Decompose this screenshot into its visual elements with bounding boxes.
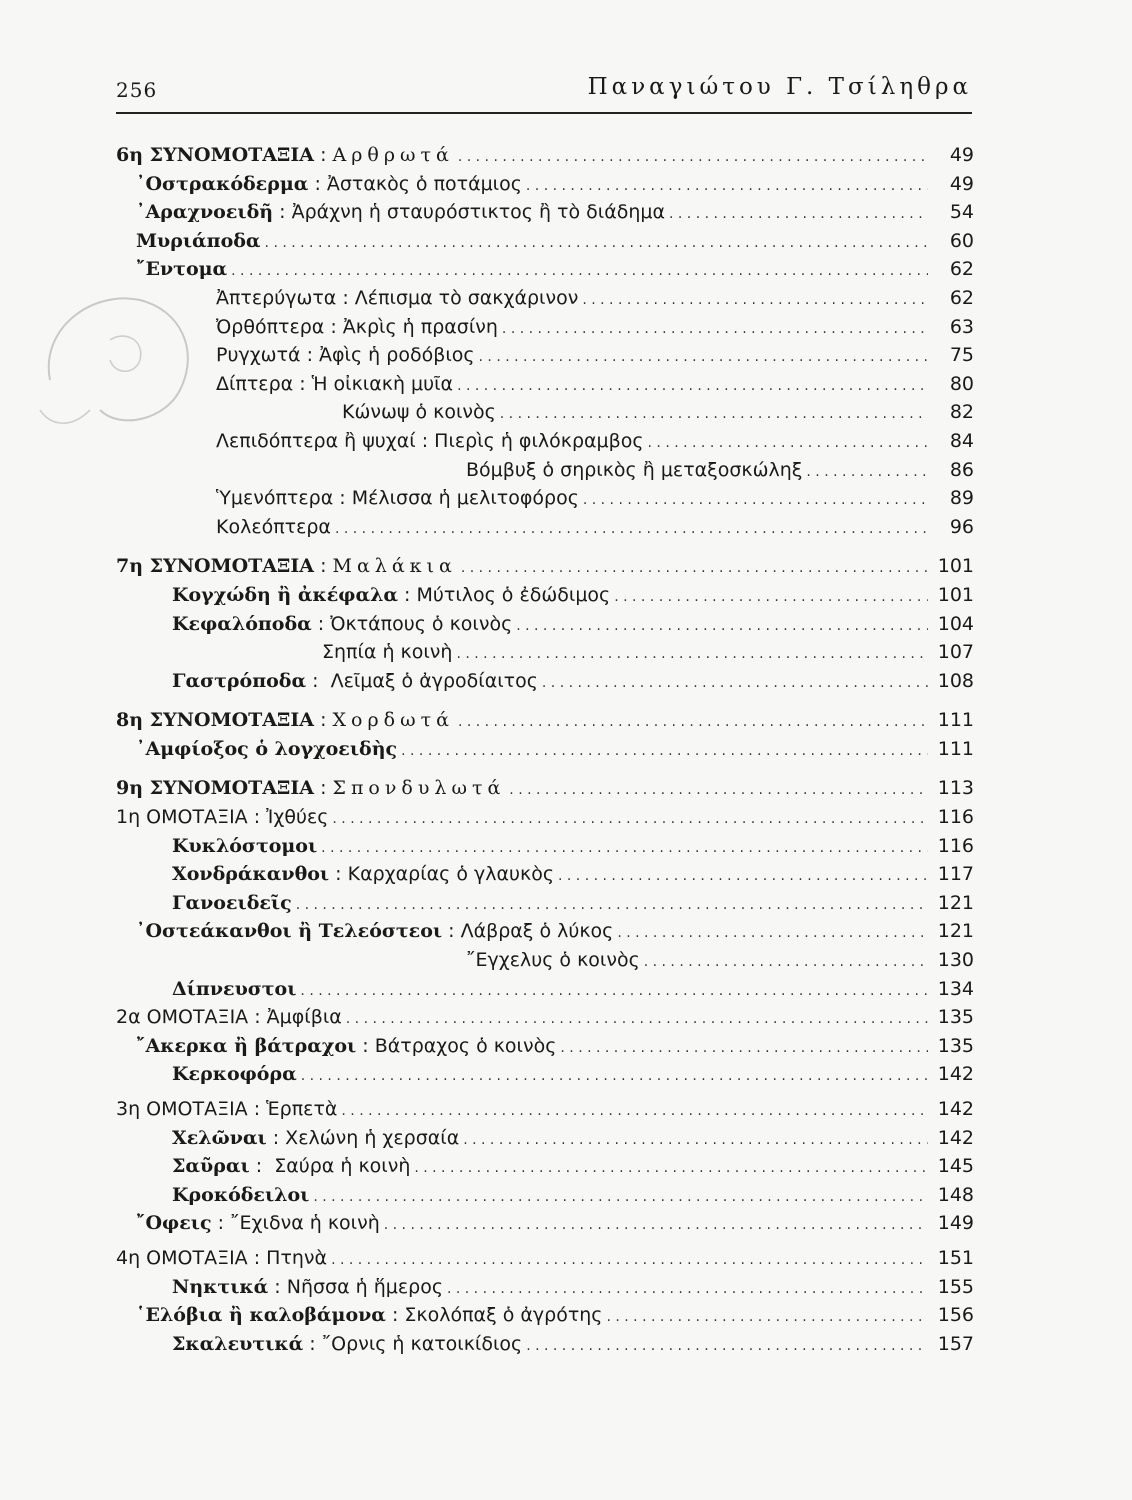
- toc-entry-label: [172, 1063, 297, 1085]
- toc-entry-page: 84: [949, 429, 974, 452]
- page-header: [116, 74, 972, 110]
- toc-entry-label: [116, 555, 457, 577]
- toc-entry-heading: Νηκτικά: [172, 1275, 269, 1298]
- toc-entry-label: [116, 806, 328, 828]
- toc-entry-label: [322, 641, 452, 663]
- toc-entry-label: [116, 1098, 337, 1120]
- dot-leader: [447, 1281, 928, 1297]
- toc-entry-page: 101: [937, 555, 974, 578]
- toc-entry-label: [216, 516, 331, 538]
- toc-entry-page: 116: [937, 806, 974, 829]
- toc-entry-page: 111: [937, 737, 974, 760]
- toc-entry-text: : Μύτιλος ὁ ἐδώδιμος: [398, 583, 611, 606]
- toc-entry: [116, 584, 974, 613]
- toc-entry: [116, 1212, 974, 1241]
- dot-leader: [583, 492, 928, 508]
- toc-entry-text: ῎Εγχελυς ὁ κοινὸς: [466, 949, 640, 972]
- toc-entry-heading: ῎Οφεις: [136, 1212, 212, 1235]
- toc-entry-text: 2α ΟΜΟΤΑΞΙΑ : Ἀμφίβια: [116, 1006, 342, 1029]
- toc-entry-label: [172, 613, 512, 635]
- toc-entry-page: 142: [937, 1126, 974, 1149]
- toc-entry-heading: Χελῶναι: [172, 1126, 267, 1149]
- toc-entry-text: Κώνωψ ὁ κοινὸς: [342, 401, 496, 424]
- dot-leader: [614, 589, 928, 605]
- toc-entry-text: Δίπτερα : Ἡ οἰκιακὴ μυῖα: [216, 372, 454, 395]
- dot-leader: [502, 321, 928, 337]
- toc-entry: [116, 709, 974, 738]
- toc-entry: [116, 641, 974, 670]
- toc-entry-text: :: [314, 144, 333, 166]
- toc-entry-page: 96: [949, 515, 974, 538]
- toc-entry-page: 49: [949, 144, 974, 166]
- toc-entry: [116, 1247, 974, 1276]
- toc-entry-heading: Κεφαλόποδα: [172, 612, 312, 635]
- toc-entry: [116, 1184, 974, 1213]
- toc-entry: [116, 144, 974, 173]
- toc-entry-text: :: [314, 555, 333, 578]
- toc-entry-text: Ὑμενόπτερα : Μέλισσα ἡ μελιτοφόρος: [216, 487, 579, 510]
- toc-entry-text: Βόμβυξ ὁ σηρικὸς ἢ μεταξοσκώληξ: [466, 458, 803, 481]
- dot-leader: [582, 292, 928, 308]
- toc-entry-label: [172, 1155, 410, 1177]
- toc-entry-heading: Κυκλόστομοι: [172, 834, 318, 857]
- toc-entry-page: 60: [949, 229, 974, 252]
- toc-entry-heading: ᾿Οστρακόδερμα: [136, 172, 309, 195]
- toc-entry-heading: Γανοειδεῖς: [172, 891, 292, 914]
- dot-leader: [265, 235, 928, 251]
- toc-entry-heading: ᾿Αραχνοειδῆ: [136, 201, 274, 224]
- toc-entry-page: 142: [937, 1098, 974, 1120]
- toc-entry-text: Ρυγχωτά : Ἀφὶς ἡ ροδόβιος: [216, 344, 475, 367]
- toc-entry-label: [136, 258, 227, 280]
- toc-entry-page: 62: [949, 286, 974, 309]
- toc-entry-label: [136, 173, 522, 195]
- toc-entry-label: [172, 1276, 443, 1298]
- dot-leader: [332, 811, 928, 827]
- toc-entry-spaced-title: Σπονδυλωτά: [332, 777, 506, 800]
- toc-entry: [116, 516, 974, 545]
- toc-entry-text: : Ὀκτάπους ὁ κοινὸς: [311, 612, 513, 635]
- toc-entry-page: 151: [937, 1246, 974, 1269]
- toc-entry-label: [342, 401, 496, 423]
- toc-entry-label: [216, 287, 578, 309]
- dot-leader: [300, 983, 928, 999]
- toc-entry-heading: 8η ΣΥΝΟΜΟΤΑΞΙΑ: [116, 709, 315, 732]
- toc-entry-text: : ῎Εχιδνα ἡ κοινὴ: [211, 1212, 380, 1235]
- toc-entry-page: 155: [937, 1275, 974, 1298]
- toc-entry-label: [216, 316, 498, 338]
- toc-entry-page: 54: [949, 201, 974, 224]
- toc-entry-heading: Σκαλευτικά: [172, 1332, 304, 1355]
- toc-entry-label: [116, 777, 505, 799]
- toc-entry-heading: ῾Ελόβια ἢ καλοβάμονα: [136, 1304, 386, 1327]
- toc-entry: [116, 173, 974, 202]
- toc-entry-text: Κολεόπτερα: [216, 515, 331, 538]
- toc-entry: [116, 835, 974, 864]
- toc-entry-label: [172, 1127, 459, 1149]
- dot-leader: [384, 1217, 928, 1233]
- toc-entry: [116, 430, 974, 459]
- page-number: 256: [116, 78, 158, 102]
- table-of-contents: [116, 144, 974, 1361]
- dot-leader: [463, 1132, 928, 1148]
- toc-entry-label: [172, 1184, 309, 1206]
- toc-entry: [116, 373, 974, 402]
- dot-leader: [644, 954, 928, 970]
- toc-entry-label: [136, 1304, 602, 1326]
- toc-entry-label: [172, 670, 538, 692]
- toc-entry: [116, 258, 974, 287]
- toc-entry-text: : Καρχαρίας ὁ γλαυκὸς: [329, 863, 554, 886]
- dot-leader: [479, 349, 928, 365]
- dot-leader: [509, 782, 928, 798]
- toc-entry-page: 86: [949, 458, 974, 481]
- dot-leader: [296, 897, 928, 913]
- toc-entry-label: [136, 920, 613, 942]
- toc-entry-page: 80: [949, 372, 974, 395]
- toc-entry: [116, 459, 974, 488]
- dot-leader: [558, 868, 928, 884]
- dot-leader: [335, 521, 928, 537]
- toc-entry-text: 1η ΟΜΟΤΑΞΙΑ : Ἰχθύες: [116, 806, 329, 829]
- toc-entry-page: 135: [937, 1034, 974, 1057]
- dot-leader: [457, 378, 928, 394]
- dot-leader: [461, 560, 928, 576]
- toc-entry-page: 108: [937, 669, 974, 692]
- toc-entry-page: 113: [937, 777, 974, 800]
- toc-entry-text: : Σαύρα ἡ κοινὴ: [249, 1155, 411, 1178]
- toc-entry-heading: Χονδράκανθοι: [172, 863, 330, 886]
- toc-entry-label: [172, 978, 296, 1000]
- toc-entry-heading: ᾿Οστεάκανθοι ἢ Τελεόστεοι: [136, 920, 443, 943]
- toc-entry-heading: 7η ΣΥΝΟΜΟΤΑΞΙΑ: [116, 555, 315, 578]
- toc-entry-text: Ἀπτερύγωτα : Λέπισμα τὸ σακχάρινον: [216, 286, 579, 309]
- header-rule: [116, 112, 972, 114]
- toc-entry-page: 82: [949, 401, 974, 424]
- toc-entry-label: [216, 373, 453, 395]
- dot-leader: [500, 406, 928, 422]
- toc-entry-page: 156: [937, 1304, 974, 1327]
- dot-leader: [331, 1252, 928, 1268]
- dot-leader: [617, 925, 928, 941]
- toc-entry-text: :: [314, 709, 333, 732]
- dot-leader: [401, 743, 928, 759]
- toc-entry-label: [116, 144, 454, 166]
- dot-leader: [806, 464, 928, 480]
- toc-entry-heading: ᾿Αμφίοξος ὁ λογχοειδὴς: [136, 737, 398, 760]
- toc-entry-heading: Κογχώδη ἢ ἀκέφαλα: [172, 583, 399, 606]
- toc-entry-heading: Δίπνευστοι: [172, 977, 297, 1000]
- toc-entry-label: [216, 344, 475, 366]
- dot-leader: [231, 263, 928, 279]
- toc-entry-label: [136, 230, 261, 252]
- toc-entry-heading: Κερκοφόρα: [172, 1063, 297, 1086]
- toc-entry: [116, 555, 974, 584]
- toc-entry: [116, 230, 974, 259]
- toc-entry: [116, 1063, 974, 1092]
- toc-entry-label: [172, 892, 292, 914]
- toc-entry-page: 49: [949, 172, 974, 195]
- toc-entry-page: 104: [937, 612, 974, 635]
- toc-entry-page: 62: [949, 258, 974, 281]
- toc-entry-page: 89: [949, 487, 974, 510]
- dot-leader: [301, 1068, 928, 1084]
- dot-leader: [458, 714, 928, 730]
- toc-entry-heading: 9η ΣΥΝΟΜΟΤΑΞΙΑ: [116, 777, 315, 800]
- toc-entry: [116, 863, 974, 892]
- toc-entry-label: [116, 709, 454, 731]
- toc-entry-text: : ῎Ορνις ἡ κατοικίδιος: [303, 1332, 523, 1355]
- dot-leader: [456, 646, 928, 662]
- toc-entry-text: : Λάβραξ ὁ λύκος: [442, 920, 614, 943]
- toc-entry: [116, 978, 974, 1007]
- toc-entry-label: [466, 459, 802, 481]
- dot-leader: [341, 1103, 928, 1119]
- toc-entry-heading: Κροκόδειλοι: [172, 1183, 310, 1206]
- toc-entry: [116, 1127, 974, 1156]
- toc-entry-page: 111: [937, 709, 974, 732]
- toc-entry: [116, 892, 974, 921]
- dot-leader: [414, 1160, 928, 1176]
- toc-entry-page: 107: [937, 641, 974, 664]
- toc-entry-page: 121: [937, 920, 974, 943]
- toc-entry-page: 135: [937, 1006, 974, 1029]
- toc-entry-label: [466, 949, 640, 971]
- toc-entry-text: 3η ΟΜΟΤΑΞΙΑ : Ἑρπετὰ: [116, 1098, 338, 1120]
- dot-leader: [560, 1040, 928, 1056]
- toc-entry-label: [116, 1247, 327, 1269]
- dot-leader: [321, 840, 928, 856]
- toc-entry: [116, 670, 974, 699]
- toc-entry-text: : Χελώνη ἡ χερσαία: [266, 1126, 460, 1149]
- toc-entry: [116, 316, 974, 345]
- toc-entry-spaced-title: Αρθρωτά: [332, 144, 454, 166]
- toc-entry-page: 148: [937, 1183, 974, 1206]
- toc-entry-page: 142: [937, 1063, 974, 1086]
- toc-entry: [116, 1276, 974, 1305]
- dot-leader: [648, 435, 928, 451]
- toc-entry-label: [172, 835, 317, 857]
- toc-entry: [116, 777, 974, 806]
- toc-entry: [116, 1155, 974, 1184]
- toc-entry-page: 63: [949, 315, 974, 338]
- toc-entry-label: [216, 430, 644, 452]
- toc-entry: [116, 1304, 974, 1333]
- toc-entry-heading: ῎Ακερκα ἢ βάτραχοι: [136, 1034, 357, 1057]
- toc-entry: [116, 1035, 974, 1064]
- toc-entry-text: : Νῆσσα ἡ ἥμερος: [268, 1275, 443, 1298]
- toc-entry: [116, 920, 974, 949]
- dot-leader: [669, 206, 928, 222]
- toc-entry-text: :: [314, 777, 333, 800]
- toc-entry-text: : Βάτραχος ὁ κοινὸς: [356, 1034, 557, 1057]
- toc-entry: [116, 487, 974, 516]
- toc-entry-label: [216, 487, 579, 509]
- toc-entry: [116, 344, 974, 373]
- toc-entry-label: [136, 1035, 556, 1057]
- toc-entry: [116, 287, 974, 316]
- toc-entry-page: 149: [937, 1212, 974, 1235]
- toc-entry-label: [136, 1212, 380, 1234]
- toc-entry-text: Λεπιδόπτερα ἢ ψυχαί : Πιερὶς ἡ φιλόκραμβος: [216, 429, 644, 452]
- toc-entry-heading: 6η ΣΥΝΟΜΟΤΑΞΙΑ: [116, 144, 315, 166]
- toc-entry-text: Ὀρθόπτερα : Ἀκρὶς ἡ πρασίνη: [216, 315, 498, 338]
- toc-entry-heading: Γαστρόποδα: [172, 669, 307, 692]
- dot-leader: [313, 1189, 928, 1205]
- toc-entry: [116, 949, 974, 978]
- toc-entry: [116, 1006, 974, 1035]
- dot-leader: [542, 675, 928, 691]
- toc-entry-page: 157: [937, 1332, 974, 1355]
- dot-leader: [606, 1309, 928, 1325]
- dot-leader: [526, 1338, 928, 1354]
- toc-entry-page: 117: [937, 863, 974, 886]
- toc-entry-page: 116: [937, 834, 974, 857]
- toc-entry-text: : Ἀράχνη ἡ σταυρόστικτος ἢ τὸ διάδημα: [273, 201, 665, 224]
- toc-entry: [116, 201, 974, 230]
- dot-leader: [516, 618, 928, 634]
- toc-entry: [116, 1333, 974, 1362]
- toc-entry-text: : Ἀστακὸς ὁ ποτάμιος: [308, 172, 522, 195]
- toc-entry: [116, 738, 974, 767]
- toc-entry-page: 134: [937, 977, 974, 1000]
- toc-entry-spaced-title: Χορδωτά: [332, 709, 454, 732]
- toc-entry-heading: Σαῦραι: [172, 1155, 250, 1178]
- toc-entry-label: [116, 1006, 342, 1028]
- toc-entry-text: : Σκολόπαξ ὁ ἀγρότης: [385, 1304, 603, 1327]
- toc-entry-page: 75: [949, 344, 974, 367]
- toc-entry-page: 130: [937, 949, 974, 972]
- toc-entry-label: [136, 201, 665, 223]
- running-head: Παναγιώτου Γ. Τσίληθρα: [587, 74, 972, 100]
- toc-entry-text: Σηπία ἡ κοινὴ: [322, 641, 453, 664]
- toc-entry-heading: ῎Εντομα: [136, 258, 228, 281]
- toc-entry: [116, 1098, 974, 1127]
- toc-entry: [116, 613, 974, 642]
- toc-entry-page: 101: [937, 583, 974, 606]
- toc-entry-spaced-title: Μαλάκια: [332, 555, 457, 578]
- toc-entry-text: : Λεῖμαξ ὁ ἀγροδίαιτος: [306, 669, 538, 692]
- toc-entry: [116, 401, 974, 430]
- dot-leader: [346, 1011, 928, 1027]
- dot-leader: [458, 149, 928, 165]
- toc-entry: [116, 806, 974, 835]
- toc-entry-text: 4η ΟΜΟΤΑΞΙΑ : Πτηνὰ: [116, 1246, 328, 1269]
- toc-entry-label: [172, 584, 610, 606]
- toc-entry-heading: Μυριάποδα: [136, 229, 261, 252]
- toc-entry-page: 121: [937, 891, 974, 914]
- toc-entry-page: 145: [937, 1155, 974, 1178]
- toc-entry-label: [136, 738, 397, 760]
- dot-leader: [526, 178, 928, 194]
- toc-entry-label: [172, 1333, 522, 1355]
- toc-entry-label: [172, 863, 554, 885]
